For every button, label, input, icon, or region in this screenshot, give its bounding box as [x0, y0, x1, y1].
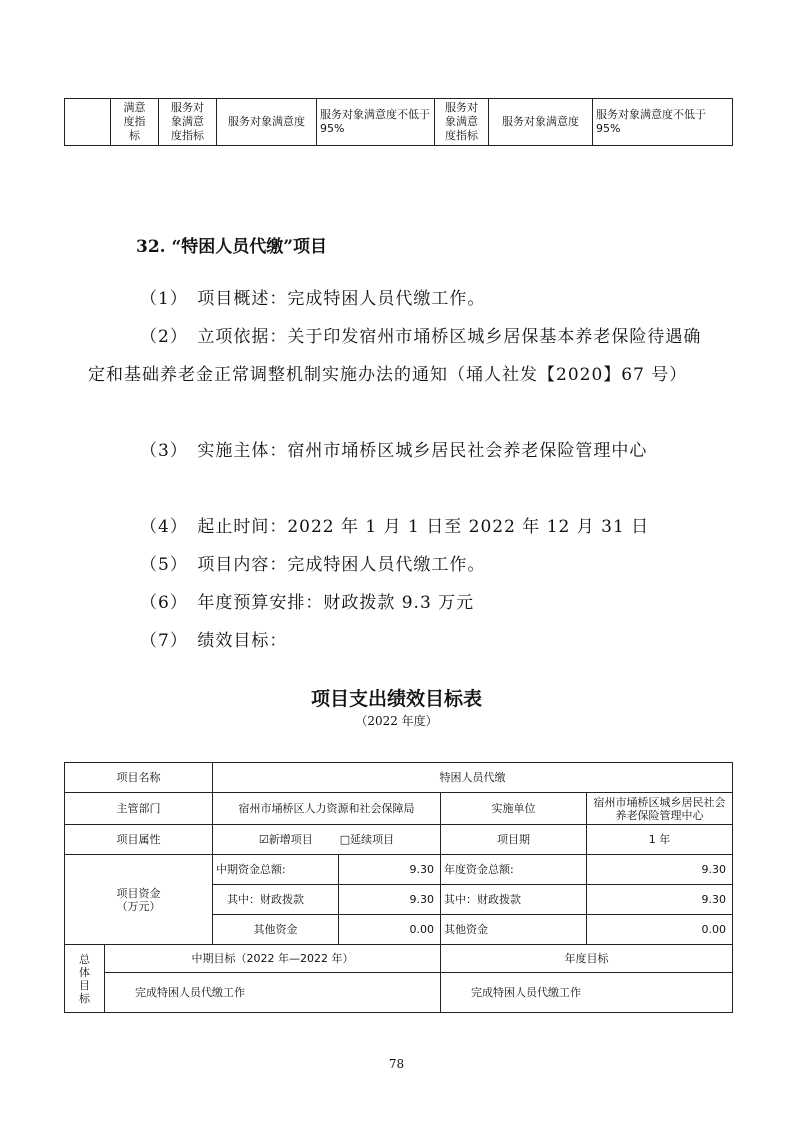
- paragraph-1: （1） 项目概述：完成特困人员代缴工作。: [140, 289, 486, 309]
- top-indicator-table: [64, 98, 733, 146]
- mid-other-label: 其他资金: [213, 915, 339, 945]
- performance-target-table: [64, 762, 733, 1013]
- project-name-label: 项目名称: [65, 763, 213, 793]
- table-cell: 服务对象满意度不低于 95%: [317, 99, 435, 146]
- period-label: 项目期: [441, 825, 587, 855]
- year-fiscal-label: 其中：财政拨款: [441, 885, 587, 915]
- dept-label: 主管部门: [65, 793, 213, 825]
- year-total-value: 9.30: [587, 855, 733, 885]
- table-cell: [65, 99, 111, 146]
- year-total-label: 年度资金总额:: [441, 855, 587, 885]
- paragraph-3: （3） 实施主体：宿州市埇桥区城乡居民社会养老保险管理中心: [140, 441, 648, 461]
- mid-total-label: 中期资金总额:: [213, 855, 339, 885]
- paragraph-5: （5） 项目内容：完成特困人员代缴工作。: [140, 555, 486, 575]
- paragraph-2: （2） 立项依据：关于印发宿州市埇桥区城乡居保基本养老保险待遇确定和基础养老金正常调整机制实施办法的通知（埇人社发【2020】67 号）: [88, 327, 702, 385]
- table-row: [65, 945, 733, 973]
- dept-value: 宿州市埇桥区人力资源和社会保障局: [213, 793, 441, 825]
- page-number: 78: [388, 1057, 405, 1071]
- impl-label: 实施单位: [441, 793, 587, 825]
- period-value: 1 年: [587, 825, 733, 855]
- paragraph-4: （4） 起止时间：2022 年 1 月 1 日至 2022 年 12 月 31 日: [140, 517, 650, 537]
- mid-goal-header: 中期目标（2022 年—2022 年）: [105, 945, 441, 973]
- mid-other-value: 0.00: [339, 915, 441, 945]
- table-cell: 服务对象满意度不低于 95%: [593, 99, 733, 146]
- year-fiscal-value: 9.30: [587, 885, 733, 915]
- mid-fiscal-value: 9.30: [339, 885, 441, 915]
- mid-total-value: 9.30: [339, 855, 441, 885]
- table-cell: 服务对 象满意 度指标: [435, 99, 489, 146]
- year-goal-value: 完成特困人员代缴工作: [441, 973, 733, 1013]
- paragraph-7: （7） 绩效目标：: [140, 631, 288, 651]
- table-row: [65, 973, 733, 1013]
- table-subtitle: （2022 年度）: [355, 714, 438, 728]
- table-row: [65, 99, 733, 146]
- table-cell: 服务对象满意度: [217, 99, 317, 146]
- table-row: [65, 763, 733, 793]
- attr-new-checkbox: ☑新增项目: [258, 833, 313, 846]
- table-title: 项目支出绩效目标表: [310, 688, 482, 710]
- attr-label: 项目属性: [65, 825, 213, 855]
- impl-value: 宿州市埇桥区城乡居民社会养老保险管理中心: [587, 793, 733, 825]
- attr-options: [213, 825, 441, 855]
- section-title: 32. “特困人员代缴”项目: [136, 237, 328, 257]
- mid-goal-value: 完成特困人员代缴工作: [105, 973, 441, 1013]
- table-cell: 满意 度指 标: [111, 99, 159, 146]
- table-row: [65, 855, 733, 885]
- year-goal-header: 年度目标: [441, 945, 733, 973]
- table-cell: 服务对象满意度: [489, 99, 593, 146]
- goal-label: 总 体 目 标: [65, 945, 105, 1013]
- table-row: [65, 793, 733, 825]
- mid-fiscal-label: 其中：财政拨款: [213, 885, 339, 915]
- year-other-value: 0.00: [587, 915, 733, 945]
- attr-continue-checkbox: □延续项目: [339, 833, 395, 846]
- paragraph-6: （6） 年度预算安排：财政拨款 9.3 万元: [140, 593, 475, 613]
- table-row: [65, 825, 733, 855]
- fund-label: 项目资金 （万元）: [65, 855, 213, 945]
- project-name-value: 特困人员代缴: [213, 763, 733, 793]
- year-other-label: 其他资金: [441, 915, 587, 945]
- table-cell: 服务对 象满意 度指标: [159, 99, 217, 146]
